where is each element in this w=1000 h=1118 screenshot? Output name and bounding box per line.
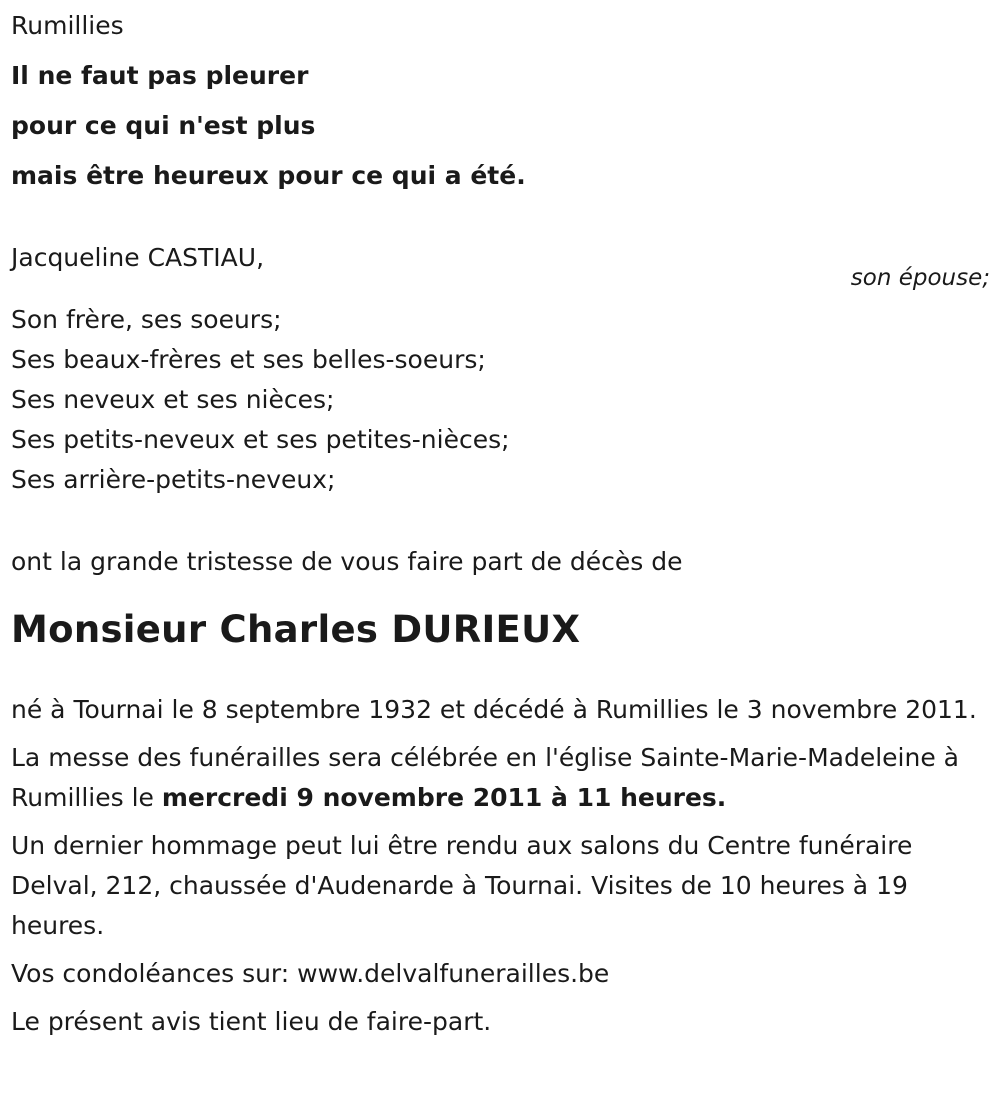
spouse-row: [11, 238, 990, 291]
deceased-name: Monsieur Charles DURIEUX: [11, 608, 581, 651]
announcement: ont la grande tristesse de vous faire part de décès de: [11, 547, 683, 576]
family-list: [11, 300, 990, 500]
condolences-info: Vos condoléances sur: www.delvalfunerailles.be: [11, 958, 610, 988]
family-line: Son frère, ses soeurs;: [11, 305, 282, 334]
tribute-info: Un dernier hommage peut lui être rendu aux salons du Centre funéraire Delval, 212, chaussée d'Audenarde à Tournai. Visites de 10 heures à 19 heures.: [11, 830, 913, 940]
verse: [11, 56, 990, 196]
funeral-datetime: mercredi 9 novembre 2011 à 11 heures.: [161, 782, 727, 812]
birth-death-info: né à Tournai le 8 septembre 1932 et décédé à Rumillies le 3 novembre 2011.: [11, 694, 977, 724]
funeral-prefix: La messe des funérailles sera célébrée en l'église Sainte-Marie-Madeleine à Rumillies le: [11, 742, 959, 812]
verse-line: mais être heureux pour ce qui a été.: [11, 161, 526, 190]
verse-line: Il ne faut pas pleurer: [11, 61, 309, 90]
spouse-name: Jacqueline CASTIAU,: [11, 243, 265, 272]
family-line: Ses arrière-petits-neveux;: [11, 465, 336, 494]
place-name: Rumillies: [11, 11, 124, 40]
spouse-role: son épouse;: [850, 265, 990, 291]
verse-line: pour ce qui n'est plus: [11, 111, 316, 140]
family-line: Ses neveux et ses nièces;: [11, 385, 335, 414]
family-line: Ses petits-neveux et ses petites-nièces;: [11, 425, 510, 454]
notice-text: Le présent avis tient lieu de faire-part.: [11, 1006, 492, 1036]
funeral-info: [11, 738, 990, 818]
family-line: Ses beaux-frères et ses belles-soeurs;: [11, 345, 486, 374]
